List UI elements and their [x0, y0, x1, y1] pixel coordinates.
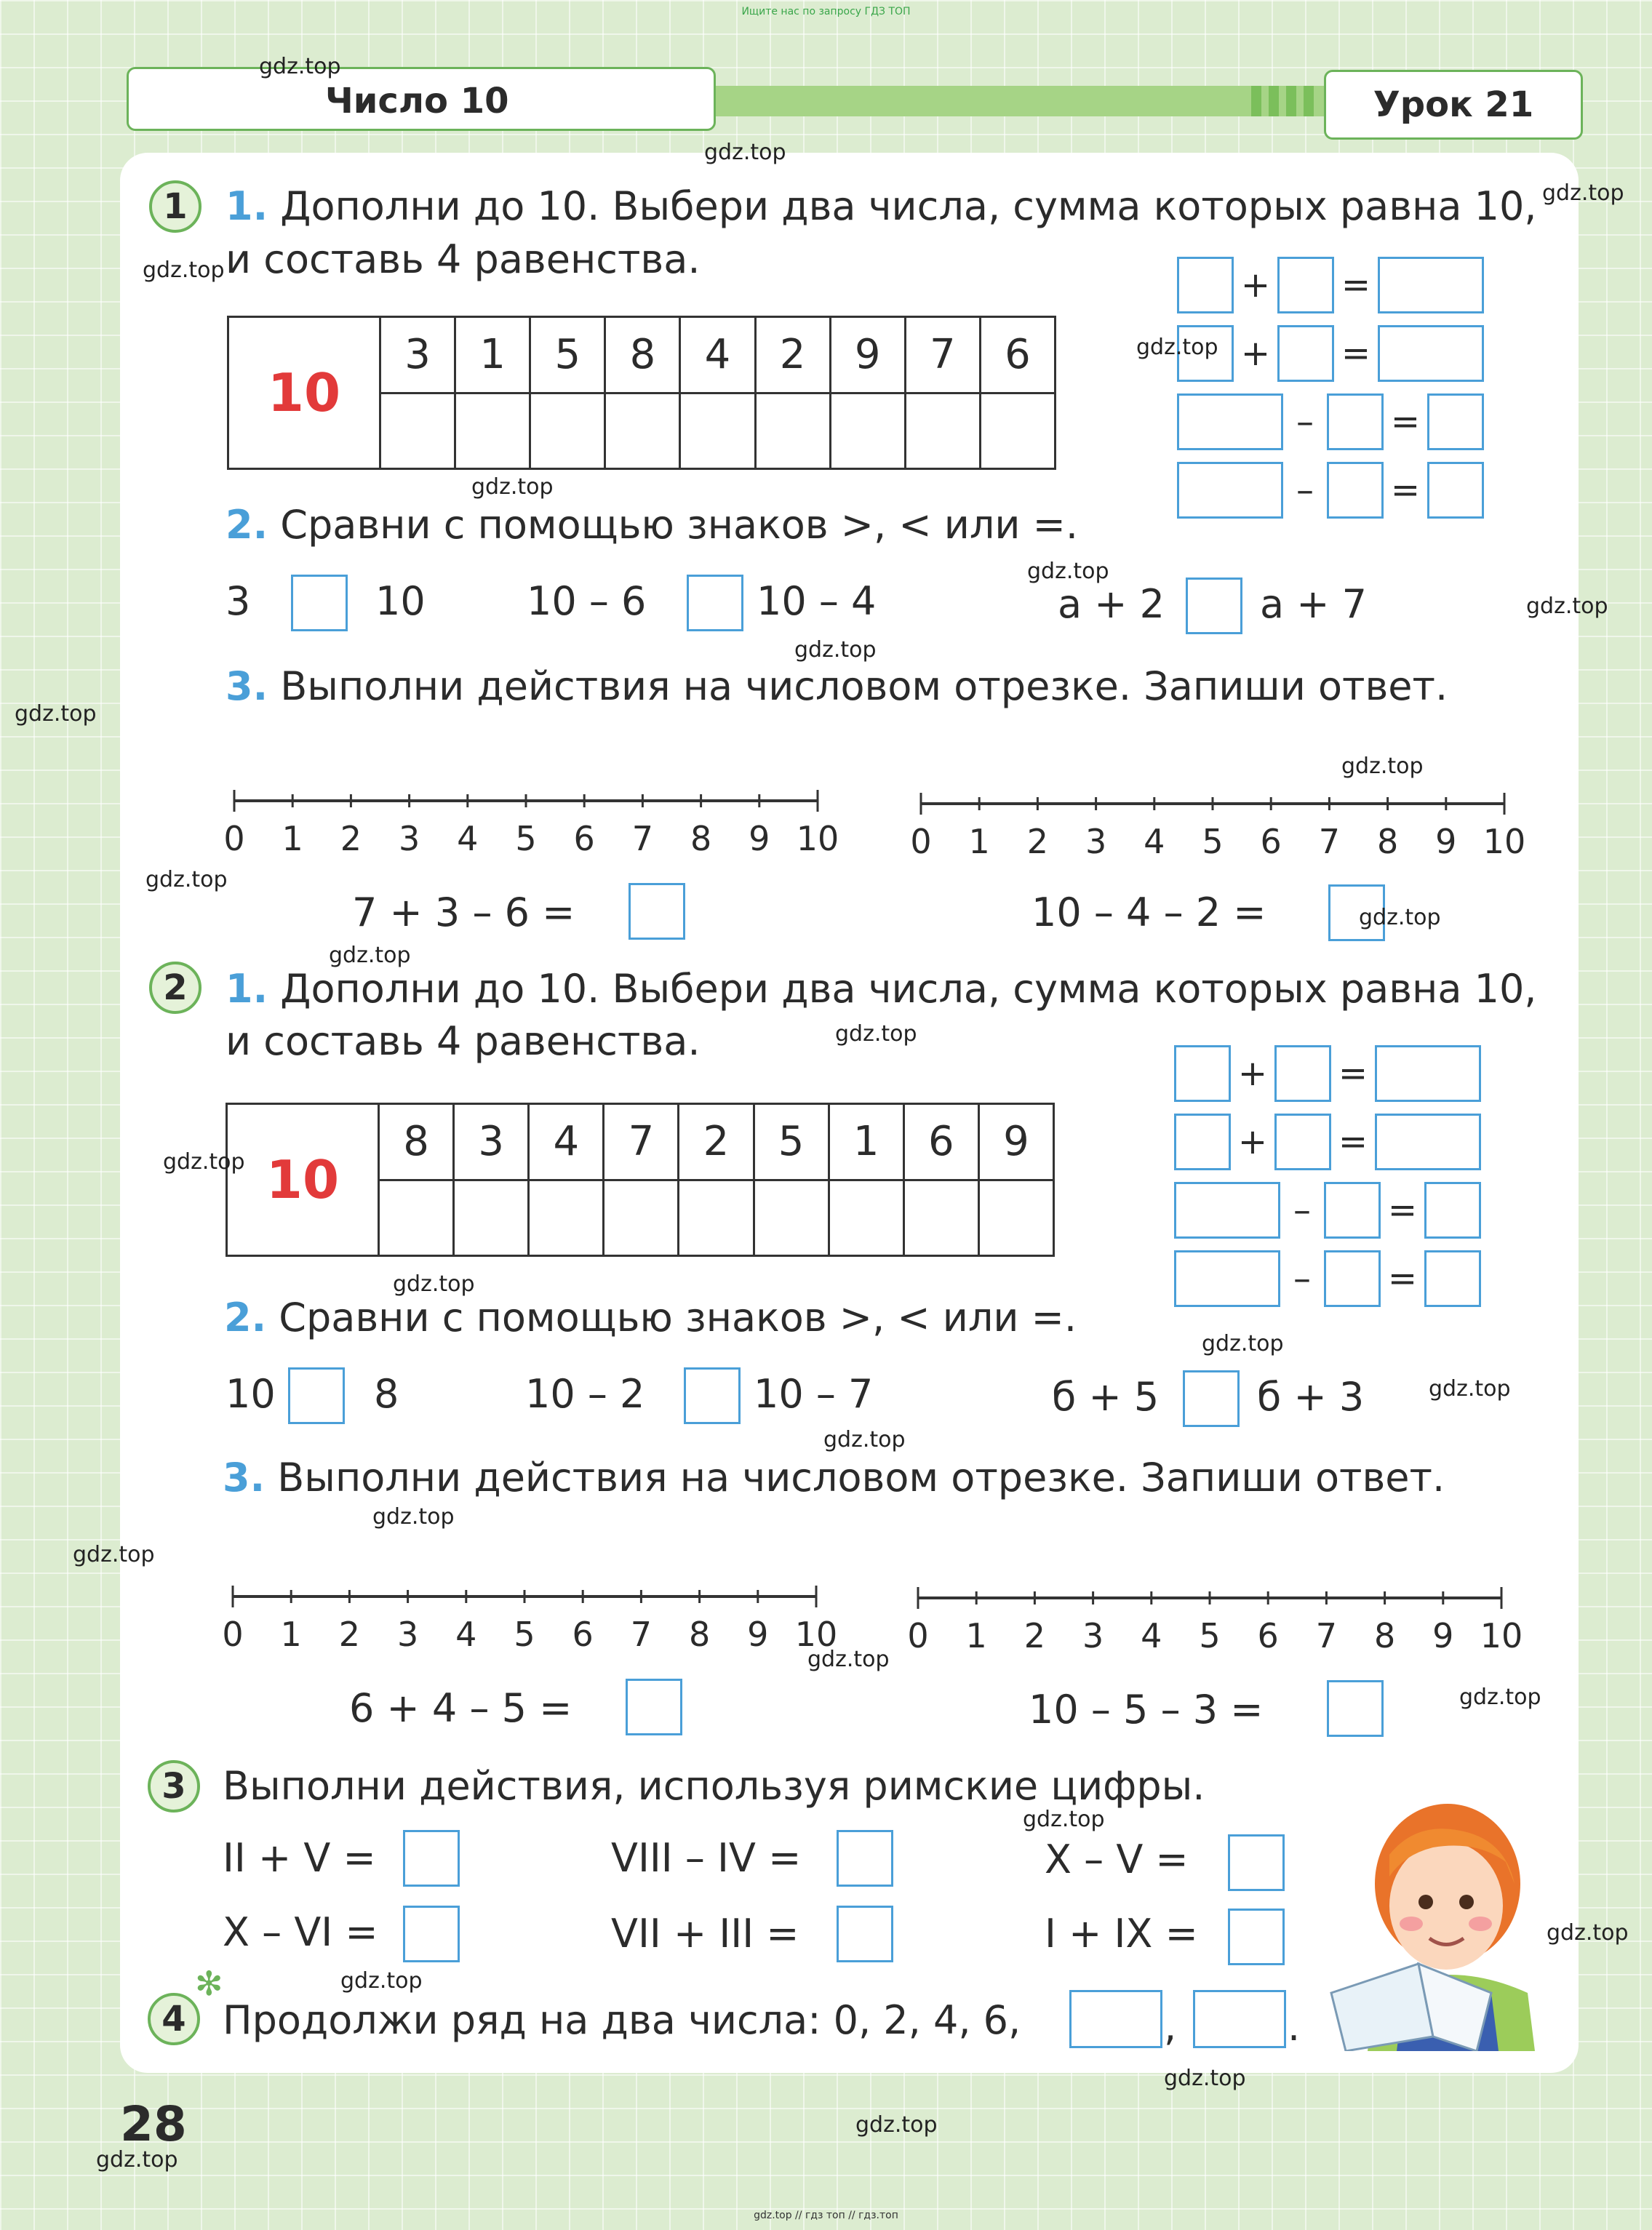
ex2-compare-3-left: б + 5 — [1052, 1374, 1160, 1420]
number-line-tick-label: 3 — [398, 819, 420, 858]
watermark: gdz.top — [143, 257, 225, 283]
watermark: gdz.top — [704, 140, 786, 165]
ex2-compare-2-right: 10 – 7 — [754, 1371, 874, 1417]
equation-plus-sign: + — [1237, 1122, 1268, 1162]
number-line-tick-label: 3 — [1082, 1616, 1104, 1655]
table-main-number: 10 — [266, 1149, 340, 1210]
ex4-answer-1[interactable] — [1069, 1990, 1162, 2048]
table-empty-cell[interactable] — [605, 393, 680, 469]
table-empty-cell[interactable] — [978, 1180, 1053, 1256]
table-empty-cell[interactable] — [754, 1180, 829, 1256]
equation-eq-sign: = — [1387, 1258, 1418, 1299]
table-number-cell: 1 — [455, 317, 530, 393]
equation-minus-sign: – — [1296, 401, 1314, 442]
number-line-tick-label: 8 — [1373, 1616, 1396, 1655]
number-line-axis — [233, 1586, 816, 1607]
watermark: gdz.top — [1341, 754, 1424, 779]
equation-eq-sign: = — [1338, 1122, 1368, 1162]
number-line-tick-label: 5 — [1199, 1616, 1221, 1655]
equation-answer-box[interactable] — [1174, 1250, 1280, 1307]
watermark: gdz.top — [1459, 1685, 1541, 1710]
equation-answer-box[interactable] — [1177, 462, 1283, 519]
table-empty-cell[interactable] — [679, 1180, 754, 1256]
number-line-tick-label: 1 — [965, 1616, 987, 1655]
ex3-item-2-answer[interactable] — [837, 1830, 893, 1887]
number-line-axis — [918, 1587, 1501, 1609]
equation-answer-box[interactable] — [1174, 1182, 1280, 1239]
number-line-tick-label: 0 — [222, 1615, 244, 1654]
ex2-expr-left: 6 + 4 – 5 = — [349, 1685, 572, 1731]
ex2-compare-2-left: 10 – 2 — [525, 1371, 645, 1417]
watermark: gdz.top — [340, 1968, 423, 1994]
table-number-cell: 2 — [679, 1104, 754, 1180]
equation-eq-sign: = — [1387, 1190, 1418, 1231]
ex3-item-5: VII + III = — [611, 1911, 799, 1957]
table-number-cell: 1 — [829, 1104, 903, 1180]
watermark: gdz.top — [372, 1504, 455, 1530]
number-line-tick-label: 5 — [514, 1615, 535, 1654]
ex1-task1-line2: и составь 4 равенства. — [226, 236, 701, 282]
ex2-compare-1-box[interactable] — [288, 1367, 345, 1424]
table-empty-cell[interactable] — [680, 393, 755, 469]
watermark: gdz.top — [259, 54, 341, 79]
ex1-compare-2-right: 10 – 4 — [757, 578, 877, 624]
number-line-tick-label: 8 — [1376, 822, 1399, 861]
equation-answer-box[interactable] — [1277, 257, 1334, 313]
ex2-task1-text: Дополни до 10. Выбери два числа, сумма которых равна 10, — [280, 966, 1537, 1012]
watermark: gdz.top — [1136, 335, 1218, 360]
ex3-item-2: VIII – IV = — [611, 1835, 802, 1881]
watermark: gdz.top — [1542, 180, 1624, 206]
number-line-tick-label: 10 — [796, 819, 839, 858]
header-bar — [698, 86, 1324, 116]
table-empty-cell[interactable] — [980, 393, 1055, 469]
equation-plus-sign: + — [1237, 1053, 1268, 1094]
exercise-3-badge: 3 — [148, 1760, 200, 1813]
equation-answer-box[interactable] — [1177, 257, 1234, 313]
equation-eq-sign: = — [1338, 1053, 1368, 1094]
ex1-expr-right: 10 – 4 – 2 = — [1031, 890, 1266, 935]
table-number-cell: 3 — [380, 317, 455, 393]
table-number-cell: 6 — [903, 1104, 978, 1180]
table-empty-cell[interactable] — [380, 393, 455, 469]
watermark: gdz.top — [163, 1149, 245, 1175]
equation-answer-box[interactable] — [1327, 462, 1384, 519]
ex1-compare-1-left: 3 — [226, 578, 251, 624]
table-empty-cell[interactable] — [829, 1180, 903, 1256]
equation-answer-box[interactable] — [1174, 1114, 1231, 1170]
equation-answer-box[interactable] — [1177, 393, 1283, 450]
number-line-tick-label: 4 — [457, 819, 479, 858]
ex2-equations — [1174, 1044, 1481, 1318]
ex2-task3 — [223, 1455, 1445, 1500]
watermark: gdz.top — [807, 1647, 890, 1672]
number-line-tick-label: 4 — [1144, 822, 1165, 861]
table-number-cell: 8 — [605, 317, 680, 393]
ex1-compare-2-left: 10 – 6 — [527, 578, 647, 624]
equation-answer-box[interactable] — [1427, 462, 1484, 519]
equation-answer-box[interactable] — [1174, 1045, 1231, 1102]
table-empty-cell[interactable] — [755, 393, 830, 469]
ex4-dot: . — [1288, 2004, 1301, 2050]
ex3-item-1: II + V = — [223, 1835, 376, 1881]
ex2-compare-3-box[interactable] — [1183, 1370, 1240, 1427]
number-line-tick-label: 6 — [1257, 1616, 1279, 1655]
number-line-tick-label: 8 — [688, 1615, 711, 1654]
equation-minus-sign: – — [1293, 1190, 1311, 1231]
number-line-tick-label: 10 — [1480, 1616, 1523, 1655]
equation-minus-sign: – — [1296, 470, 1314, 511]
bottom-note: gdz.top // гдз топ // гдз.топ — [754, 2210, 898, 2221]
ex2-task2 — [224, 1295, 1077, 1340]
number-line-tick-label: 9 — [749, 819, 770, 858]
star-icon: ✻ — [195, 1964, 223, 2003]
number-line-tick-label: 2 — [338, 1615, 361, 1654]
ex1-task1-text: Дополни до 10. Выбери два числа, сумма которых равна 10, — [280, 183, 1537, 229]
equation-answer-box[interactable] — [1274, 1114, 1331, 1170]
number-line-tick-label: 3 — [396, 1615, 419, 1654]
ex3-item-4-answer[interactable] — [403, 1906, 460, 1962]
table-number-cell: 4 — [529, 1104, 604, 1180]
ex1-compare-1-box[interactable] — [291, 575, 348, 631]
ex2-compare-3-right: б + 3 — [1257, 1374, 1365, 1420]
equation-answer-box[interactable] — [1378, 257, 1484, 313]
number-line-axis — [234, 790, 818, 812]
table-empty-cell[interactable] — [529, 1180, 604, 1256]
table-empty-cell[interactable] — [604, 1180, 679, 1256]
equation-minus-sign: – — [1293, 1258, 1311, 1299]
equation-answer-box[interactable] — [1375, 1045, 1481, 1102]
watermark: gdz.top — [835, 1021, 917, 1047]
ex2-equation-row — [1174, 1181, 1481, 1239]
ex1-equation-row — [1177, 324, 1484, 383]
page-title: Число 10 — [127, 67, 716, 131]
ex3-item-6: I + IX = — [1045, 1911, 1198, 1957]
ex3-item-4: X – VI = — [223, 1909, 378, 1955]
ex2-task2-number: 2. — [224, 1295, 267, 1340]
equation-answer-box[interactable] — [1324, 1182, 1381, 1239]
equation-answer-box[interactable] — [1427, 393, 1484, 450]
number-line-tick-label: 7 — [630, 1615, 653, 1654]
ex1-task1-number: 1. — [226, 183, 268, 229]
ex4-comma: , — [1164, 2004, 1177, 2050]
exercise-2-badge: 2 — [149, 962, 201, 1014]
watermark: gdz.top — [145, 867, 228, 892]
watermark: gdz.top — [1547, 1920, 1629, 1946]
number-line-tick-label: 9 — [1432, 1616, 1454, 1655]
number-line-tick-label: 0 — [910, 822, 932, 861]
watermark: gdz.top — [1429, 1376, 1511, 1402]
ex2-equation-row — [1174, 1113, 1481, 1171]
ex3-item-3: X – V = — [1045, 1837, 1189, 1882]
table-main-number: 10 — [267, 362, 341, 423]
watermark: gdz.top — [15, 701, 97, 727]
ex3-text: Выполни действия, используя римские цифры. — [223, 1763, 1205, 1809]
number-line-tick-label: 0 — [223, 819, 245, 858]
number-line-tick-label: 10 — [794, 1615, 838, 1654]
number-line-tick-label: 9 — [1435, 822, 1457, 861]
ex2-task1-line2: и составь 4 равенства. — [226, 1018, 701, 1064]
number-line-tick-label: 7 — [631, 819, 654, 858]
number-line-tick-label: 2 — [340, 819, 362, 858]
table-number-cell: 9 — [978, 1104, 1053, 1180]
exercise-4-badge: 4 — [148, 1993, 200, 2045]
table-empty-cell[interactable] — [903, 1180, 978, 1256]
ex2-compare-1-right: 8 — [374, 1371, 399, 1417]
ex1-task2-text: Сравни с помощью знаков >, < или =. — [280, 502, 1079, 548]
watermark: gdz.top — [73, 1542, 155, 1567]
boy-reading-illustration — [1324, 1775, 1564, 2051]
table-number-cell: 8 — [379, 1104, 454, 1180]
table-number-cell: 5 — [530, 317, 605, 393]
equation-answer-box[interactable] — [1277, 325, 1334, 382]
equation-plus-sign: + — [1240, 333, 1271, 374]
table-number-cell: 5 — [754, 1104, 829, 1180]
number-line-tick-label: 7 — [1315, 1616, 1338, 1655]
table-main-cell — [227, 1104, 379, 1256]
table-empty-cell[interactable] — [905, 393, 980, 469]
ex2-compare-2-box[interactable] — [684, 1367, 741, 1424]
number-line-tick-label: 6 — [572, 1615, 594, 1654]
ex3-item-5-answer[interactable] — [837, 1906, 893, 1962]
ex3-item-3-answer[interactable] — [1228, 1834, 1285, 1891]
ex2-task2-text: Сравни с помощью знаков >, < или =. — [279, 1295, 1077, 1340]
table-number-cell: 2 — [755, 317, 830, 393]
watermark: gdz.top — [1023, 1807, 1105, 1832]
watermark: gdz.top — [1164, 2066, 1246, 2091]
ex2-equation-row — [1174, 1044, 1481, 1103]
ex2-expr-right: 10 – 5 – 3 = — [1029, 1687, 1264, 1733]
top-note: Ищите нас по запросу ГДЗ ТОП — [741, 6, 911, 17]
watermark: gdz.top — [1359, 905, 1441, 930]
equation-answer-box[interactable] — [1424, 1250, 1481, 1307]
ex1-compare-3-left: а + 2 — [1058, 581, 1165, 627]
watermark: gdz.top — [855, 2112, 938, 2138]
equation-answer-box[interactable] — [1375, 1114, 1481, 1170]
watermark: gdz.top — [329, 943, 411, 968]
table-number-cell: 7 — [905, 317, 980, 393]
equation-eq-sign: = — [1341, 333, 1371, 374]
ex1-task3-number: 3. — [226, 663, 268, 709]
table-empty-cell[interactable] — [454, 1180, 529, 1256]
watermark: gdz.top — [794, 637, 877, 663]
equation-eq-sign: = — [1390, 470, 1421, 511]
ex1-equations — [1177, 256, 1484, 529]
ex1-equation-row — [1177, 461, 1484, 519]
ex1-task2-number: 2. — [226, 502, 268, 548]
number-line-tick-label: 4 — [455, 1615, 477, 1654]
number-line-tick-label: 2 — [1026, 822, 1049, 861]
number-line-tick-label: 1 — [280, 1615, 302, 1654]
number-line-tick-label: 8 — [690, 819, 712, 858]
lesson-label: Урок 21 — [1324, 70, 1583, 140]
number-line-tick-label: 1 — [968, 822, 990, 861]
watermark: gdz.top — [1526, 594, 1608, 619]
ex1-number-table — [227, 316, 1056, 470]
ex4-text: Продолжи ряд на два числа: 0, 2, 4, 6, — [223, 1997, 1021, 2043]
number-line-tick-label: 3 — [1085, 822, 1107, 861]
header-stripes — [1251, 86, 1314, 116]
ex1-task3-text: Выполни действия на числовом отрезке. Запиши ответ. — [280, 663, 1448, 709]
ex2-task3-number: 3. — [223, 1455, 266, 1500]
table-empty-cell[interactable] — [379, 1180, 454, 1256]
number-line-tick-label: 10 — [1483, 822, 1526, 861]
ex1-equation-row — [1177, 393, 1484, 451]
ex4-answer-2[interactable] — [1193, 1990, 1286, 2048]
ex1-compare-3-right: а + 7 — [1260, 581, 1368, 627]
number-line-tick-label: 4 — [1141, 1616, 1162, 1655]
ex1-expr-left-answer[interactable] — [629, 883, 685, 940]
watermark: gdz.top — [1202, 1331, 1284, 1356]
equation-plus-sign: + — [1240, 265, 1271, 305]
ex3-item-1-answer[interactable] — [403, 1830, 460, 1887]
number-line-tick-label: 6 — [1260, 822, 1282, 861]
ex2-expr-left-answer[interactable] — [626, 1679, 682, 1735]
watermark: gdz.top — [823, 1427, 906, 1452]
ex1-compare-3-box[interactable] — [1186, 578, 1242, 634]
number-line-tick-label: 5 — [1202, 822, 1224, 861]
ex1-compare-1-right: 10 — [375, 578, 426, 624]
ex2-task1-line1 — [226, 966, 1536, 1012]
ex1-task1-line1 — [226, 183, 1536, 229]
number-line-tick-label: 0 — [907, 1616, 929, 1655]
table-empty-cell[interactable] — [530, 393, 605, 469]
number-line-tick-label: 6 — [573, 819, 595, 858]
number-line-tick-label: 9 — [747, 1615, 769, 1654]
exercise-1-badge: 1 — [149, 180, 201, 233]
ex1-task3 — [226, 663, 1448, 709]
table-number-cell: 6 — [980, 317, 1055, 393]
equation-answer-box[interactable] — [1274, 1045, 1331, 1102]
ex1-task2 — [226, 502, 1078, 548]
table-number-cell: 4 — [680, 317, 755, 393]
equation-eq-sign: = — [1390, 401, 1421, 442]
equation-answer-box[interactable] — [1324, 1250, 1381, 1307]
ex2-expr-right-answer[interactable] — [1327, 1680, 1384, 1737]
watermark: gdz.top — [1027, 559, 1109, 584]
number-line-tick-label: 5 — [515, 819, 537, 858]
number-line-tick-label: 1 — [282, 819, 303, 858]
ex2-task1-number: 1. — [226, 966, 268, 1012]
ex2-equation-row — [1174, 1250, 1481, 1308]
ex2-task3-text: Выполни действия на числовом отрезке. Запиши ответ. — [277, 1455, 1445, 1500]
watermark: gdz.top — [96, 2147, 178, 2173]
ex2-compare-1-left: 10 — [226, 1371, 276, 1417]
equation-answer-box[interactable] — [1327, 393, 1384, 450]
ex1-equation-row — [1177, 256, 1484, 314]
number-line-axis — [921, 793, 1504, 815]
ex3-item-6-answer[interactable] — [1228, 1909, 1285, 1965]
equation-answer-box[interactable] — [1378, 325, 1484, 382]
ex2-number-table — [226, 1103, 1055, 1257]
ex1-expr-left: 7 + 3 – 6 = — [352, 890, 575, 935]
equation-answer-box[interactable] — [1424, 1182, 1481, 1239]
ex1-compare-2-box[interactable] — [687, 575, 743, 631]
table-empty-cell[interactable] — [830, 393, 905, 469]
number-line-tick-label: 2 — [1023, 1616, 1046, 1655]
table-main-cell — [228, 317, 380, 469]
table-number-cell: 9 — [830, 317, 905, 393]
table-number-cell: 7 — [604, 1104, 679, 1180]
watermark: gdz.top — [393, 1271, 475, 1297]
table-number-cell: 3 — [454, 1104, 529, 1180]
number-line-tick-label: 7 — [1318, 822, 1341, 861]
equation-eq-sign: = — [1341, 265, 1371, 305]
watermark: gdz.top — [471, 474, 554, 500]
page-number: 28 — [120, 2096, 187, 2152]
table-empty-cell[interactable] — [455, 393, 530, 469]
